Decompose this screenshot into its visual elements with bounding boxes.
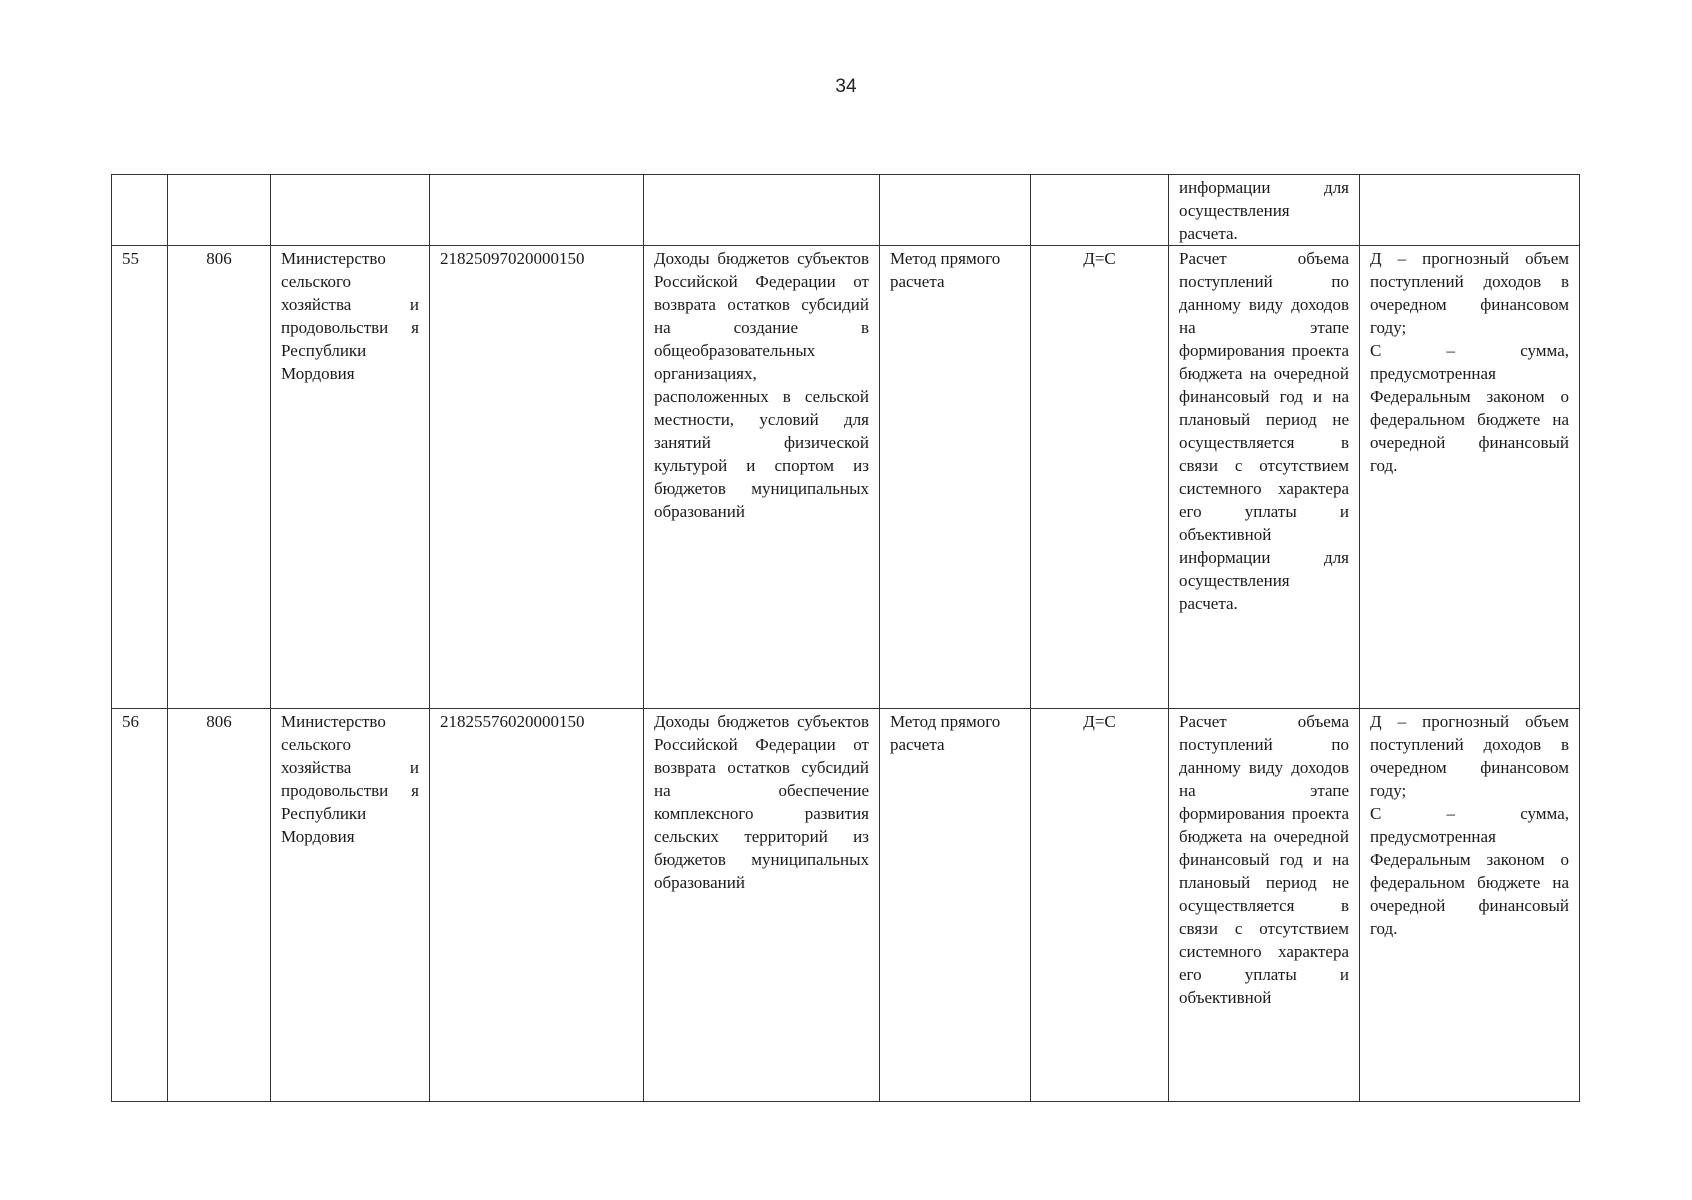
cell-administrator [271,175,430,246]
cell-kbk: 21825097020000150 [430,246,644,709]
cell-kbk: 21825576020000150 [430,709,644,1102]
table-row [112,709,1580,1102]
cell-formula [1031,175,1169,246]
cell-formula: Д=С [1031,246,1169,709]
cell-formula: Д=С [1031,709,1169,1102]
cell-indicators: Д – прогнозный объем поступлений доходов в очередном финансовом году; С – сумма, предусмотренная Федеральным законом о федеральном бюджете на очередной финансовый год. [1360,246,1580,709]
cell-administrator: Министерство сельского хозяйства и продовольстви я Республики Мордовия [271,246,430,709]
cell-description: Расчет объема поступлений по данному виду доходов на этапе формирования проекта бюджета на очередной финансовый год и на плановый период не осуществляется в связи с отсутствием системного характера его уплаты и объективной информации для осуществления расчета. [1169,246,1360,709]
cell-method: Метод прямого расчета [880,709,1031,1102]
cell-kbk [430,175,644,246]
cell-num: 55 [112,246,168,709]
cell-admin-code: 806 [168,709,271,1102]
cell-admin-code: 806 [168,246,271,709]
cell-method [880,175,1031,246]
cell-num [112,175,168,246]
table-row-continuation [112,175,1580,246]
page-number: 34 [835,76,857,97]
cell-description: Расчет объема поступлений по данному виду доходов на этапе формирования проекта бюджета на очередной финансовый год и на плановый период не осуществляется в связи с отсутствием системного характера его уплаты и объективной [1169,709,1360,1102]
cell-indicators [1360,175,1580,246]
cell-method: Метод прямого расчета [880,246,1031,709]
cell-income-name: Доходы бюджетов субъектов Российской Федерации от возврата остатков субсидий на создание в общеобразовательных организациях, расположенных в сельской местности, условий для занятий физической культурой и спортом из бюджетов муниципальных образований [644,246,880,709]
cell-description: информации для осуществления расчета. [1169,175,1360,246]
cell-num: 56 [112,709,168,1102]
cell-income-name [644,175,880,246]
table-row [112,246,1580,709]
cell-indicators: Д – прогнозный объем поступлений доходов в очередном финансовом году; С – сумма, предусмотренная Федеральным законом о федеральном бюджете на очередной финансовый год. [1360,709,1580,1102]
cell-admin-code [168,175,271,246]
cell-income-name: Доходы бюджетов субъектов Российской Федерации от возврата остатков субсидий на обеспечение комплексного развития сельских территорий из бюджетов муниципальных образований [644,709,880,1102]
cell-administrator: Министерство сельского хозяйства и продовольстви я Республики Мордовия [271,709,430,1102]
income-forecast-table [111,174,1580,1102]
